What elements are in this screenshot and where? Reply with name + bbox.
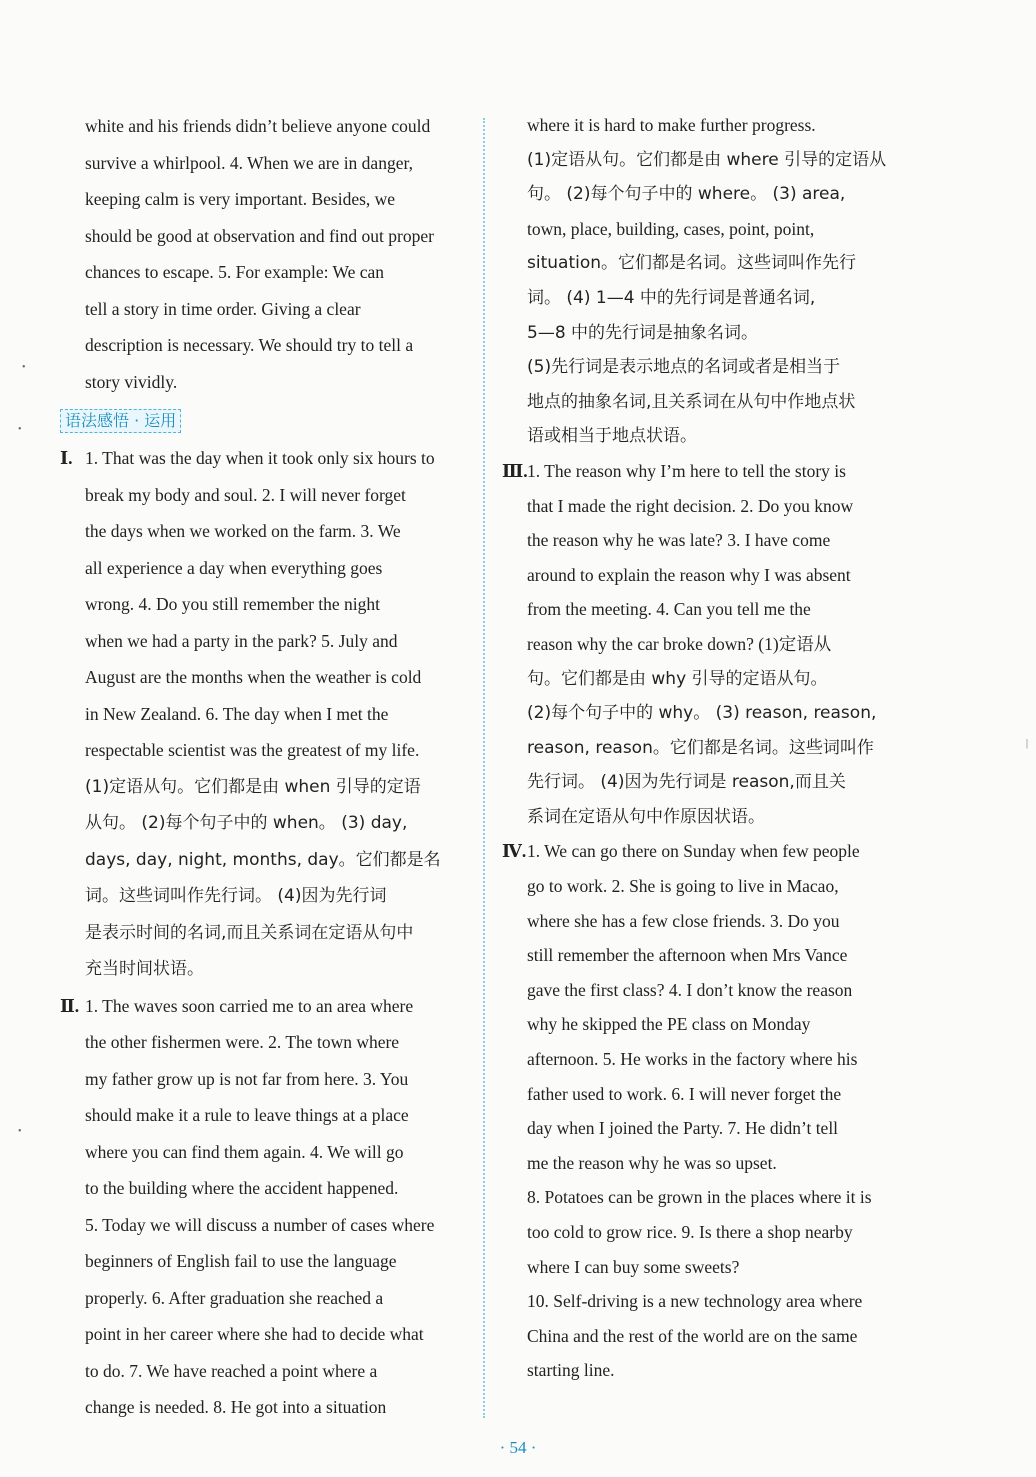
left-column	[60, 108, 465, 1426]
text-line: 5. Today we will discuss a number of cases where	[85, 1214, 435, 1235]
text-line: 1. We can go there on Sunday when few people	[527, 841, 860, 862]
text-line: should be good at observation and find out proper	[85, 225, 434, 246]
section-2	[60, 988, 465, 1426]
text-line: where you can find them again. 4. We will go	[85, 1141, 404, 1162]
text-line: afternoon. 5. He works in the factory where his	[527, 1049, 858, 1070]
intro-paragraph	[60, 108, 465, 400]
text-line: (1)定语从句。它们都是由 where 引导的定语从	[527, 149, 887, 170]
text-line: respectable scientist was the greatest of my life.	[85, 740, 420, 760]
text-line: properly. 6. After graduation she reached a	[85, 1287, 384, 1308]
text-line: point in her career where she had to decide what	[85, 1324, 424, 1344]
text-line: town, place, building, cases, point, point,	[527, 218, 815, 239]
section-2-continuation	[502, 108, 910, 454]
text-line: 先行词。 (4)因为先行词是 reason,而且关	[527, 772, 846, 793]
text-line: keeping calm is very important. Besides, we	[85, 189, 396, 209]
text-line: 词。这些词叫作先行词。 (4)因为先行词	[85, 886, 387, 906]
text-line: survive a whirlpool. 4. When we are in danger,	[85, 152, 413, 173]
roman-numeral: Ⅳ.	[502, 841, 527, 862]
roman-numeral: Ⅲ.	[502, 460, 528, 481]
text-line: when we had a party in the park? 5. July and	[85, 630, 398, 651]
roman-numeral: Ⅱ.	[60, 995, 80, 1016]
text-line: wrong. 4. Do you still remember the night	[85, 594, 381, 614]
text-line: around to explain the reason why I was absent	[527, 564, 851, 585]
section-heading	[60, 400, 465, 440]
section-4	[502, 834, 910, 1388]
text-line: 从句。 (2)每个句子中的 when。 (3) day,	[85, 813, 408, 833]
margin-dot: •	[22, 362, 26, 373]
text-line: beginners of English fail to use the language	[85, 1251, 397, 1271]
right-column	[502, 108, 910, 1388]
text-line: to do. 7. We have reached a point where a	[85, 1360, 378, 1381]
text-line: should make it a rule to leave things at a place	[85, 1105, 409, 1125]
section-tag: 语法感悟 · 运用	[60, 409, 181, 433]
text-line: 充当时间状语。	[85, 959, 204, 979]
text-line: 词。 (4) 1—4 中的先行词是普通名词,	[527, 287, 816, 308]
text-line: 1. The reason why I’m here to tell the story is	[527, 460, 846, 481]
text-line: from the meeting. 4. Can you tell me the	[527, 599, 811, 620]
text-line: still remember the afternoon when Mrs Vance	[527, 945, 848, 966]
text-line: father used to work. 6. I will never forget the	[527, 1083, 842, 1104]
text-line: that I made the right decision. 2. Do you know	[527, 495, 854, 516]
text-line: August are the months when the weather is cold	[85, 667, 422, 687]
text-line: starting line.	[527, 1360, 615, 1381]
text-line: the other fishermen were. 2. The town where	[85, 1032, 400, 1052]
text-line: chances to escape. 5. For example: We can	[85, 262, 385, 282]
section-1	[60, 440, 465, 988]
roman-numeral: Ⅰ.	[60, 448, 73, 468]
text-line: 句。 (2)每个句子中的 where。 (3) area,	[527, 184, 846, 205]
text-line: tell a story in time order. Giving a clear	[85, 298, 361, 319]
text-line: too cold to grow rice. 9. Is there a shop nearby	[527, 1222, 853, 1242]
text-line: (2)每个句子中的 why。 (3) reason, reason,	[527, 703, 877, 724]
text-line: why he skipped the PE class on Monday	[527, 1014, 811, 1035]
text-line: white and his friends didn’t believe anyone could	[85, 116, 431, 136]
text-line: 语或相当于地点状语。	[527, 426, 697, 447]
margin-dot: •	[18, 424, 22, 435]
text-line: break my body and soul. 2. I will never forget	[85, 484, 406, 505]
text-line: 10. Self-driving is a new technology area where	[527, 1291, 863, 1312]
text-line: gave the first class? 4. I don’t know the reason	[527, 979, 853, 1000]
text-line: China and the rest of the world are on the same	[527, 1325, 858, 1346]
text-line: 地点的抽象名词,且关系词在从句中作地点状	[527, 391, 856, 412]
text-line: (5)先行词是表示地点的名词或者是相当于	[527, 357, 841, 378]
text-line: (1)定语从句。它们都是由 when 引导的定语	[85, 776, 421, 797]
section-3	[502, 454, 910, 835]
text-line: day when I joined the Party. 7. He didn’t tell	[527, 1118, 839, 1139]
text-line: 1. The waves soon carried me to an area where	[85, 995, 414, 1016]
text-line: reason why the car broke down? (1)定语从	[527, 633, 832, 654]
text-line: 句。它们都是由 why 引导的定语从句。	[527, 668, 828, 689]
text-line: description is necessary. We should try to tell a	[85, 335, 414, 355]
margin-mark: |	[1026, 738, 1029, 749]
text-line: situation。它们都是名词。这些词叫作先行	[527, 253, 857, 274]
text-line: the reason why he was late? 3. I have come	[527, 530, 831, 551]
text-line: the days when we worked on the farm. 3. We	[85, 521, 401, 541]
text-line: my father grow up is not far from here. 3. You	[85, 1068, 409, 1089]
margin-dot: •	[18, 1126, 22, 1137]
text-line: in New Zealand. 6. The day when I met the	[85, 703, 389, 724]
text-line: 系词在定语从句中作原因状语。	[527, 806, 765, 827]
text-line: 8. Potatoes can be grown in the places where it is	[527, 1187, 872, 1208]
text-line: go to work. 2. She is going to live in Macao,	[527, 876, 839, 897]
text-line: me the reason why he was so upset.	[527, 1152, 777, 1173]
text-line: where she has a few close friends. 3. Do you	[527, 910, 840, 931]
text-line: where I can buy some sweets?	[527, 1256, 740, 1277]
text-line: to the building where the accident happened.	[85, 1178, 399, 1198]
text-line: all experience a day when everything goes	[85, 557, 383, 578]
page-number: · 54 ·	[499, 1438, 537, 1457]
text-line: change is needed. 8. He got into a situation	[85, 1397, 387, 1417]
text-line: reason, reason。它们都是名词。这些词叫作	[527, 737, 874, 758]
text-line: where it is hard to make further progress.	[527, 115, 816, 135]
column-divider	[483, 118, 485, 1418]
text-line: 是表示时间的名词,而且关系词在定语从句中	[85, 922, 414, 943]
text-line: 5—8 中的先行词是抽象名词。	[527, 322, 759, 343]
text-line: days, day, night, months, day。它们都是名	[85, 849, 441, 870]
text-line: story vividly.	[85, 371, 178, 392]
text-line: 1. That was the day when it took only six hours to	[85, 448, 435, 468]
